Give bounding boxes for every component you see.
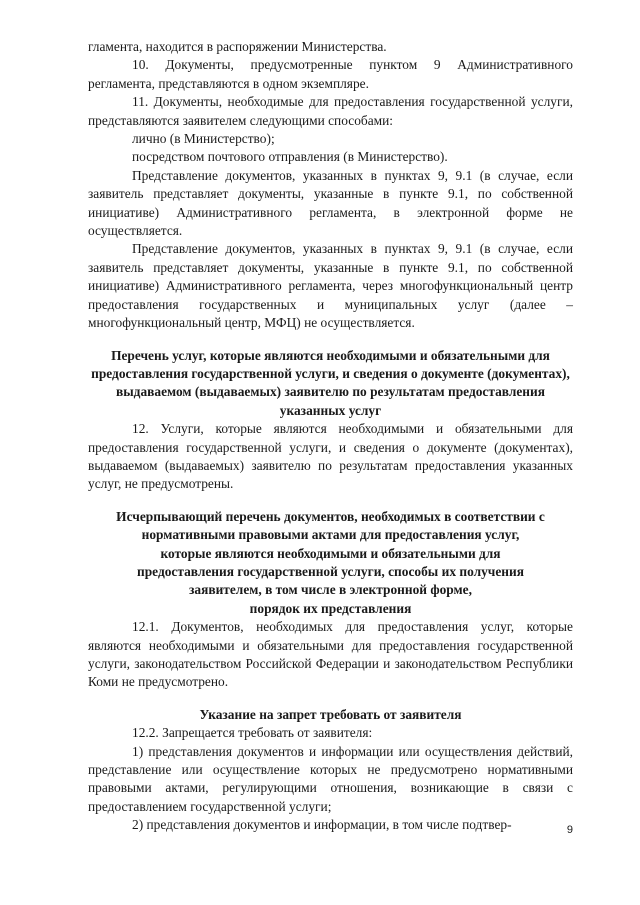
- section-heading-documents-list: [88, 508, 573, 618]
- paragraph-12-2: 12.2. Запрещается требовать от заявителя:: [132, 725, 373, 741]
- heading-line: заявителем, в том числе в электронной форме,: [189, 582, 472, 598]
- paragraph-11: 11. Документы, необходимые для предоставления государственной услуги, представляются заявителем следующими способами:: [88, 94, 573, 128]
- paragraph-mfc: Представление документов, указанных в пунктах 9, 9.1 (в случае, если заявитель представляет документы, указанные в пункте 9.1, по собственной инициативе) Административного регламента, через многофункциональный центр предоставления государственных и муниципальных услуг (далее – многофункциональный центр, МФЦ) не осуществляется.: [88, 241, 573, 331]
- paragraph-12-1: 12.1. Документов, необходимых для предоставления услуг, которые являются необходимыми и обязательными для предоставления государственной услуги, законодательством Российской Федерации и законодательством Республики Коми не предусмотрено.: [88, 619, 573, 690]
- page-number: 9: [566, 824, 573, 836]
- paragraph-12: 12. Услуги, которые являются необходимыми и обязательными для предоставления государственной услуги, и сведения о документе (документах), выдаваемом (выдаваемых) заявителю по результатам предоставления указанных услуг, не предусмотрены.: [88, 421, 573, 492]
- paragraph-continuation: гламента, находится в распоряжении Министерства.: [88, 39, 387, 54]
- section-heading-prohibition: Указание на запрет требовать от заявителя: [199, 706, 462, 722]
- list-item-postal: посредством почтового отправления (в Министерство).: [132, 149, 448, 165]
- heading-line: предоставления государственной услуги, способы их получения: [137, 563, 524, 579]
- section-heading-services: Перечень услуг, которые являются необходимыми и обязательными для предоставления государственной услуги, и сведения о документе (документах), выдаваемом (выдаваемых) заявителю по результатам предоставления указанных услуг: [91, 347, 570, 418]
- paragraph-electronic-form: Представление документов, указанных в пунктах 9, 9.1 (в случае, если заявитель представляет документы, указанные в пункте 9.1, по собственной инициативе) Административного регламента, в электронной форме не осуществляется.: [88, 167, 573, 239]
- paragraph-10: 10. Документы, предусмотренные пунктом 9 Административного регламента, представляются в одном экземпляре.: [88, 57, 573, 91]
- paragraph-item-1: 1) представления документов и информации или осуществления действий, представление или осуществление которых не предусмотрено нормативными правовыми актами, регулирующими отношения, возникающие в связи с предоставлением государственной услуги;: [88, 743, 573, 814]
- heading-line: порядок их представления: [249, 600, 412, 616]
- list-item-in-person: лично (в Министерство);: [132, 131, 275, 147]
- heading-line: которые являются необходимыми и обязательными для: [160, 545, 501, 561]
- heading-line: Исчерпывающий перечень документов, необходимых в соответствии с нормативными правовыми актами для предоставления услуг,: [116, 508, 545, 543]
- paragraph-item-2: 2) представления документов и информации, в том числе подтвер-: [132, 817, 512, 833]
